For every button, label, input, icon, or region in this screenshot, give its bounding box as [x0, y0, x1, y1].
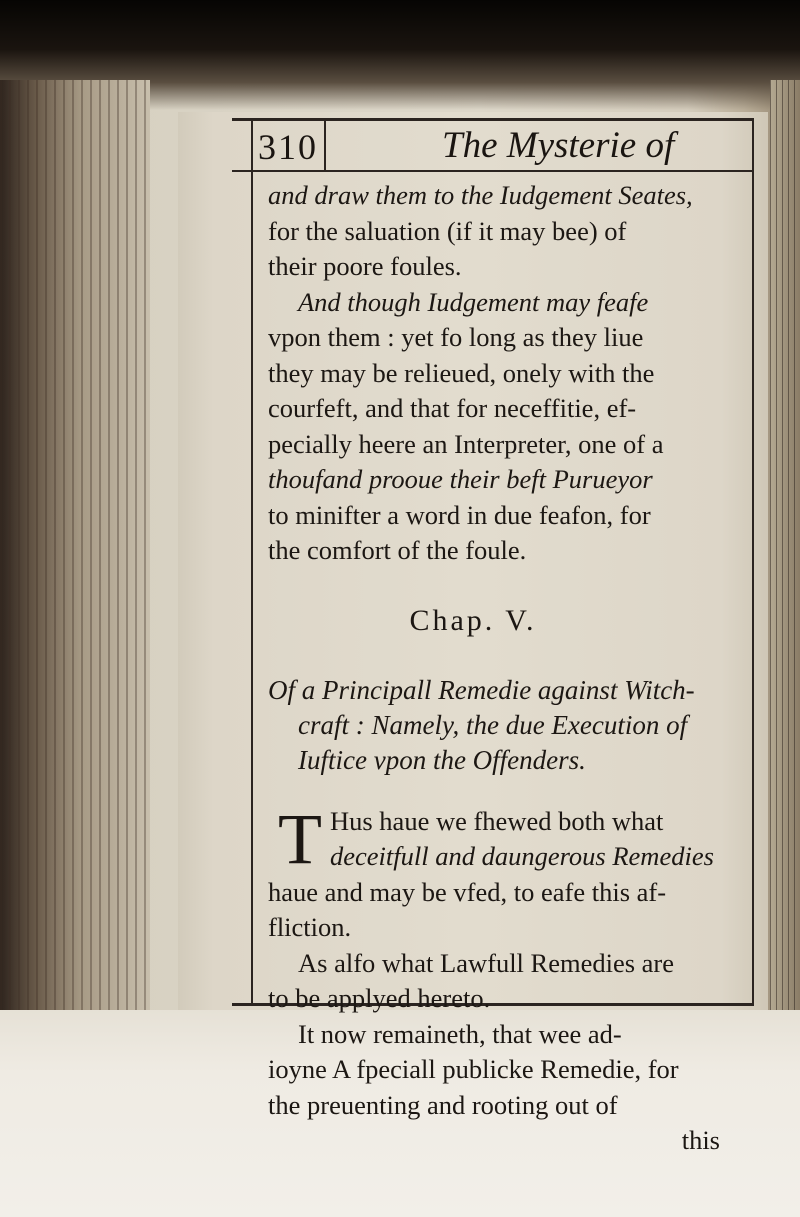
text-line: they may be relieued, onely with the — [268, 357, 655, 388]
chapter-title-line: Of a Principall Remedie against Witch- — [268, 674, 695, 705]
book-fore-edge-left — [0, 80, 150, 1010]
chapter-heading: Chap. V. — [409, 603, 537, 637]
text-line: deceitfull and daungerous Remedies — [329, 841, 714, 871]
drop-cap: T — [278, 798, 322, 879]
text-line: their poore foules. — [268, 251, 462, 281]
text-line: fliction. — [268, 912, 352, 942]
text-line: and draw them to the Iudgement Seates, — [268, 180, 693, 210]
rule-header-separator — [324, 118, 326, 172]
rule-left — [251, 118, 253, 1006]
running-title: The Mysterie of — [442, 125, 675, 166]
chapter-title-line: Iuftice vpon the Offenders. — [298, 744, 586, 775]
chapter-title — [268, 673, 738, 778]
page-text — [268, 178, 738, 1159]
text-line: As alfo what Lawfull Remedies are — [298, 947, 675, 978]
text-line: Hus haue we fhewed both what — [329, 805, 664, 836]
rule-header-bottom — [232, 170, 752, 172]
chapter-title-line: craft : Namely, the due Execution of — [298, 709, 688, 740]
text-line: And though Iudgement may feafe — [298, 286, 649, 317]
text-line: thoufand prooue their beft Purueyor — [268, 464, 653, 494]
text-line: haue and may be vfed, to eafe this af- — [268, 876, 667, 907]
book-fore-edge-right — [770, 80, 800, 1010]
text-line: pecially heere an Interpreter, one of a — [268, 428, 664, 459]
rule-right — [752, 118, 754, 1006]
page-number: 310 — [258, 127, 318, 167]
body-text — [268, 798, 738, 1159]
text-line: the comfort of the foule. — [268, 535, 527, 565]
catchword: this — [681, 1125, 720, 1155]
text-line: to be applyed hereto. — [268, 983, 491, 1013]
rule-top — [232, 118, 752, 121]
paragraph-1 — [268, 178, 738, 285]
text-line: vpon them : yet fo long as they liue — [268, 322, 644, 352]
text-line: for the saluation (if it may bee) of — [268, 215, 627, 246]
text-line: It now remaineth, that wee ad- — [298, 1018, 622, 1049]
text-line: courfeft, and that for neceffitie, ef- — [268, 393, 637, 423]
paragraph-2 — [268, 285, 738, 569]
text-line: to minifter a word in due feafon, for — [268, 499, 651, 530]
text-line: the preuenting and rooting out of — [268, 1089, 618, 1120]
text-line: ioyne A fpeciall publicke Remedie, for — [268, 1054, 679, 1084]
